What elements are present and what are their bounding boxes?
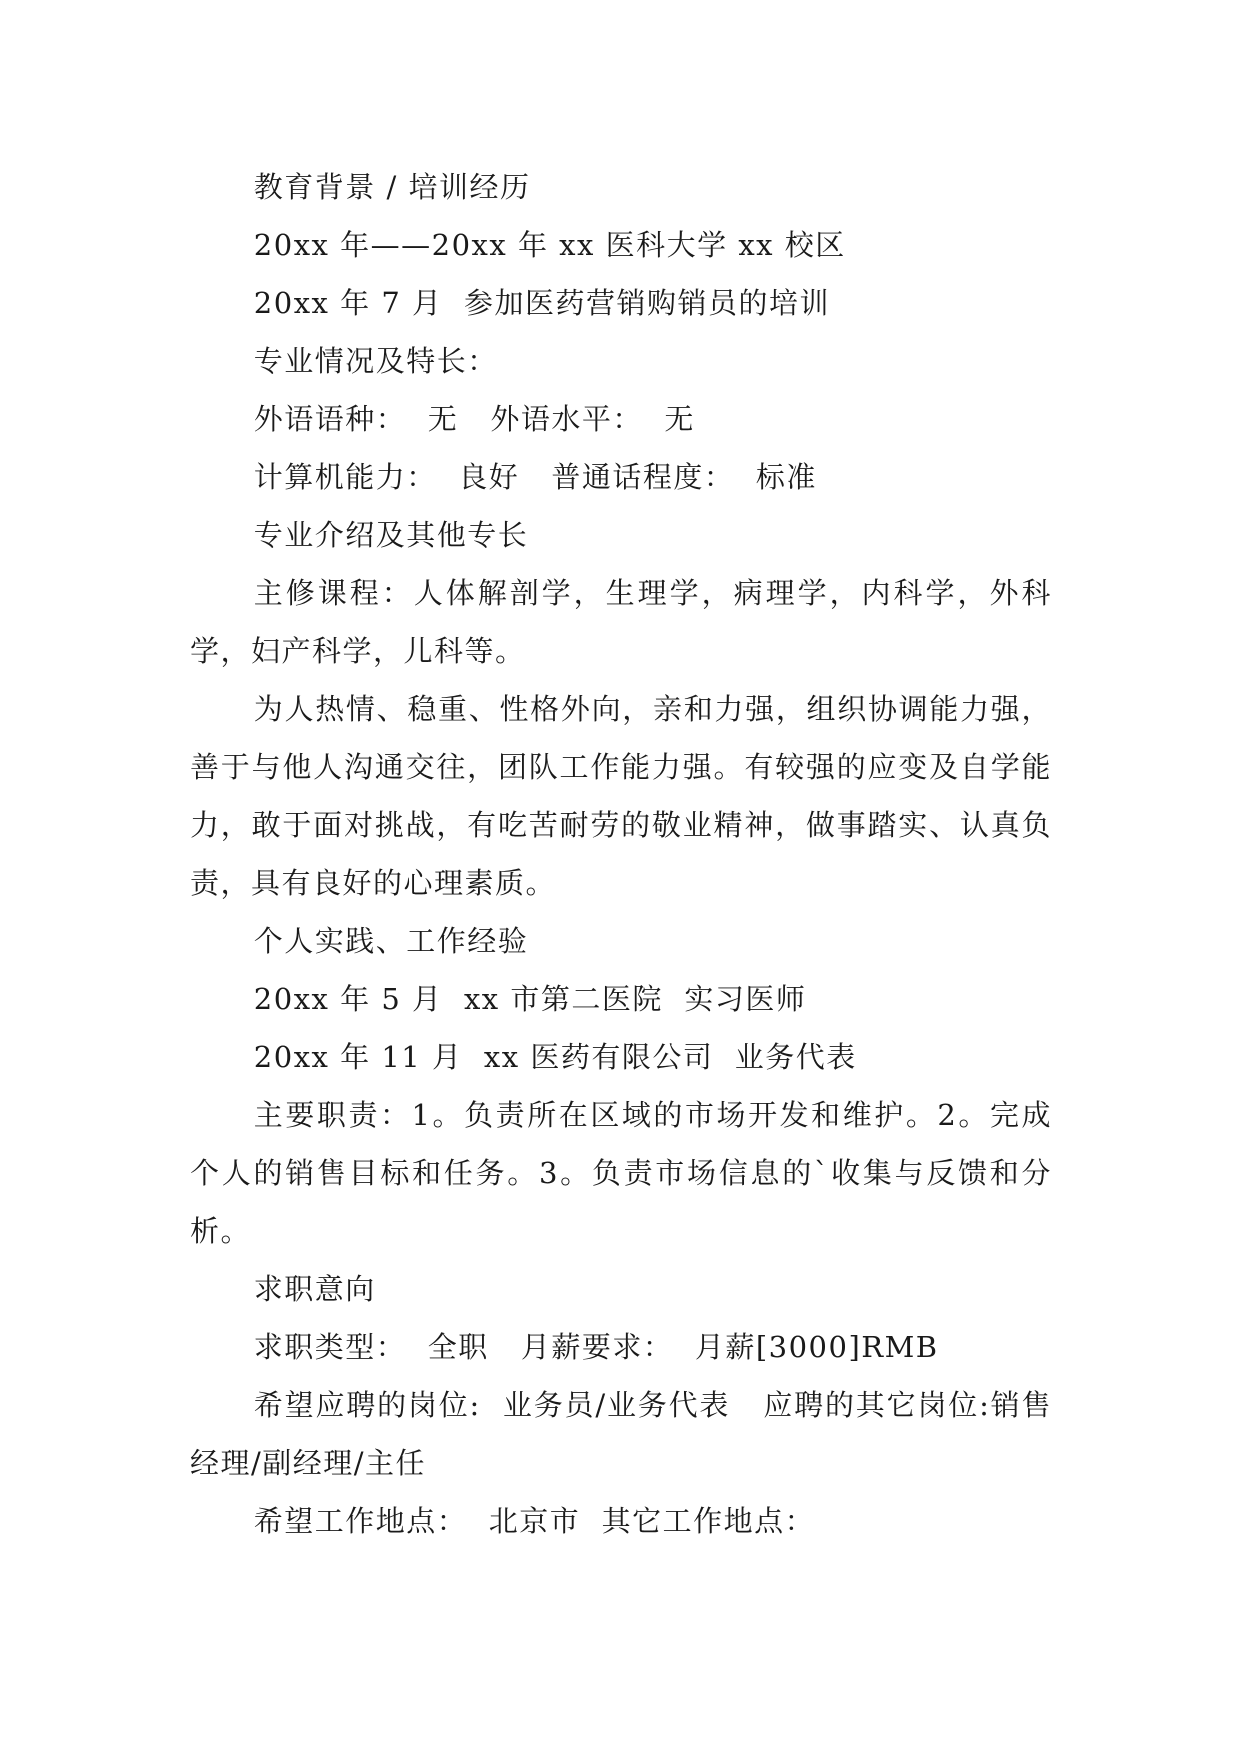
desired-positions: 希望应聘的岗位: 业务员/业务代表 应聘的其它岗位:销售经理/副经理/主任 [190, 1388, 1052, 1480]
section-heading-education: 教育背景 / 培训经历 [253, 170, 531, 204]
section-heading-skills: 专业情况及特长： [253, 344, 498, 378]
computer-skills: 计算机能力： 良好 普通话程度： 标准 [253, 460, 817, 494]
section-heading-experience: 个人实践、工作经验 [253, 924, 529, 958]
education-entry: 20xx 年——20xx 年 xx 医科大学 xx 校区 [253, 228, 846, 262]
desired-location: 希望工作地点： 北京市 其它工作地点： [253, 1504, 816, 1538]
experience-entry: 20xx 年 5 月 xx 市第二医院 实习医师 [253, 982, 807, 1016]
duties-paragraph: 主要职责：1。负责所在区域的市场开发和维护。2。完成个人的销售目标和任务。3。负责市场信息的`收集与反馈和分析。 [190, 1098, 1052, 1248]
document-body [190, 158, 1052, 1550]
training-entry: 20xx 年 7 月 参加医药营销购销员的培训 [253, 286, 830, 320]
experience-entry: 20xx 年 11 月 xx 医药有限公司 业务代表 [253, 1040, 857, 1074]
job-type-salary: 求职类型： 全职 月薪要求： 月薪[3000]RMB [253, 1330, 939, 1364]
language-skills: 外语语种： 无 外语水平： 无 [253, 402, 695, 436]
section-heading-specialty: 专业介绍及其他专长 [253, 518, 529, 552]
personality-paragraph: 为人热情、稳重、性格外向，亲和力强，组织协调能力强，善于与他人沟通交往，团队工作能力强。有较强的应变及自学能力，敢于面对挑战，有吃苦耐劳的敬业精神，做事踏实、认真负责，具有良好的心理素质。 [190, 692, 1052, 900]
courses-paragraph: 主修课程：人体解剖学，生理学，病理学，内科学，外科学，妇产科学，儿科等。 [190, 576, 1052, 668]
section-heading-job-intent: 求职意向 [253, 1272, 376, 1306]
